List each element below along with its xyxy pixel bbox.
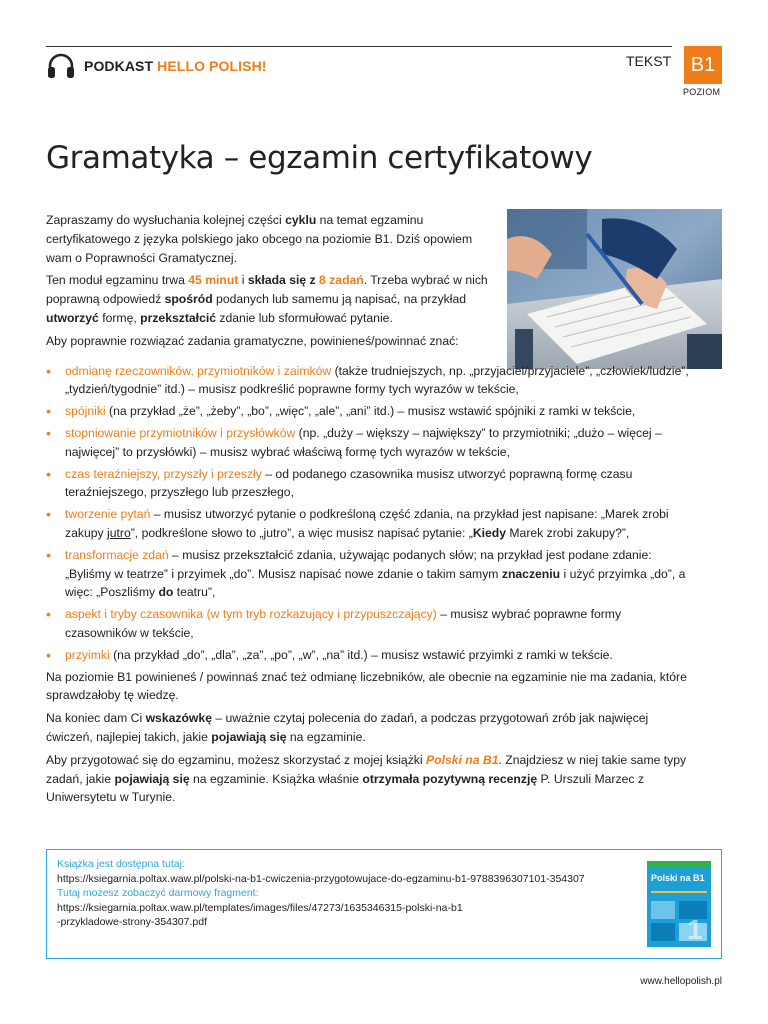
outro-paragraph-1: Na poziomie B1 powinieneś / powinnaś znać też odmianę liczebników, ale obecnie na egzaminie nie ma zadania, które sprawdzałoby tę wiedzę. — [46, 669, 687, 703]
svg-text:1: 1 — [687, 914, 703, 945]
level-badge: B1 — [684, 46, 722, 84]
list-item: • czas teraźniejszy, przyszły i przeszły – od podanego czasownika musisz utworzyć poprawną formę czasu teraźniejszego, przyszłego lub przeszłego, — [46, 465, 696, 503]
list-item: • przyimki (na przykład „do”, „dla”, „za”, „po”, „w”, „na” itd.) – musisz wstawić przyimki z ramki w tekście. — [46, 646, 696, 665]
article-body — [46, 211, 696, 807]
intro-paragraph-1: Zapraszamy do wysłuchania kolejnej części cyklu na temat egzaminu certyfikatowego z języka polskiego jako obcego na poziomie B1. Dziś opowiem wam o Poprawności Gramatycznej. — [46, 213, 473, 265]
grammar-topics-list — [46, 362, 696, 665]
book-available-label: Książka jest dostępna tutaj: — [57, 858, 185, 870]
intro-paragraph-2: Ten moduł egzaminu trwa 45 minut i składa się z 8 zadań. Trzeba wybrać w nich poprawną odpowiedź spośród podanych lub samemu ją napisać, na przykład utworzyć formę, przekształcić zdanie lub sformułować pytanie. — [46, 273, 488, 325]
intro-paragraph-3: Aby poprawnie rozwiązać zadania gramatyczne, powinieneś/powinnać znać: — [46, 333, 459, 348]
footer-url: www.hellopolish.pl — [640, 976, 722, 987]
document-type: TEKST — [626, 53, 672, 69]
book-cover — [647, 861, 711, 947]
header-rule — [46, 46, 672, 47]
list-item: • stopniowanie przymiotników i przysłówków (np. „duży – większy – największy” to przymiotniki; „dużo – więcej – najwięcej” to przysłówki) – musisz wybrać właściwą formę tych wyrazów w tekście, — [46, 424, 696, 462]
list-item: • spójniki (na przykład „że”, „żeby”, „bo”, „więc”, „ale”, „ani” itd.) – musisz wstawić spójniki z ramki w tekście, — [46, 402, 696, 421]
free-sample-link[interactable]: https://ksiegarnia.poltax.waw.pl/templates/images/files/47273/1635346315-polski-na-b1 -przykladowe-strony-354307.pdf — [57, 901, 463, 929]
list-item: • transformacje zdań – musisz przekształcić zdania, używając podanych słów; na przykład jest podane zdanie: „Byliśmy w teatrze” i przyimek „do”. Musisz napisać nowe zdanie o takim samym znaczeniu i użyć przyimka „do”, a więc: „Poszliśmy do teatru”, — [46, 546, 696, 602]
headphones-icon — [46, 52, 76, 80]
podcast-brand: HELLO POLISH! — [157, 58, 267, 74]
page-title: Gramatyka – egzamin certyfikatowy — [46, 140, 593, 176]
book-cover-title: Polski na B1 — [651, 873, 705, 883]
free-sample-label: Tutaj możesz zobaczyć darmowy fragment: — [57, 887, 259, 900]
list-item: • tworzenie pytań – musisz utworzyć pytanie o podkreśloną część zdania, na przykład jest napisane: „Marek zrobi zakupy jutro”, podkreślone słowo to „jutro”, a więc musisz napisać pytanie: „Kiedy Marek zrobi zakupy?”, — [46, 505, 696, 543]
list-item: • odmianę rzeczowników, przymiotników i zaimków (także trudniejszych, np. „przyjaciel/przyjaciele”, „człowiek/ludzie”, „tydzień/tygodnie” itd.) – musisz podkreślić poprawne formy tych wyrazów w tekście, — [46, 362, 696, 400]
book-shop-link[interactable]: https://ksiegarnia.poltax.waw.pl/polski-na-b1-cwiczenia-przygotowujace-do-egzaminu-b1-9788396307101-354307 — [57, 872, 585, 885]
book-info-box — [46, 849, 722, 959]
outro-paragraph-2: Na koniec dam Ci wskazówkę – uważnie czytaj polecenia do zadań, a podczas przygotowań zrób jak najwięcej ćwiczeń, najlepiej takich, jakie pojawiają się na egzaminie. — [46, 711, 649, 744]
podcast-title: PODKAST HELLO POLISH! — [84, 58, 267, 74]
outro-paragraph-3: Aby przygotować się do egzaminu, możesz skorzystać z mojej książki Polski na B1. Znajdziesz w niej takie same typy zadań, jakie pojawiają się na egzaminie. Książka właśnie otrzymała pozytywną recenzję P. Urszuli Marzec z Uniwersytetu w Turynie. — [46, 752, 687, 805]
podcast-header — [46, 52, 267, 80]
list-item: • aspekt i tryby czasownika (w tym tryb rozkazujący i przypuszczający) – musisz wybrać poprawne formy czasowników w tekście, — [46, 605, 696, 643]
level-label: POZIOM — [683, 87, 721, 97]
